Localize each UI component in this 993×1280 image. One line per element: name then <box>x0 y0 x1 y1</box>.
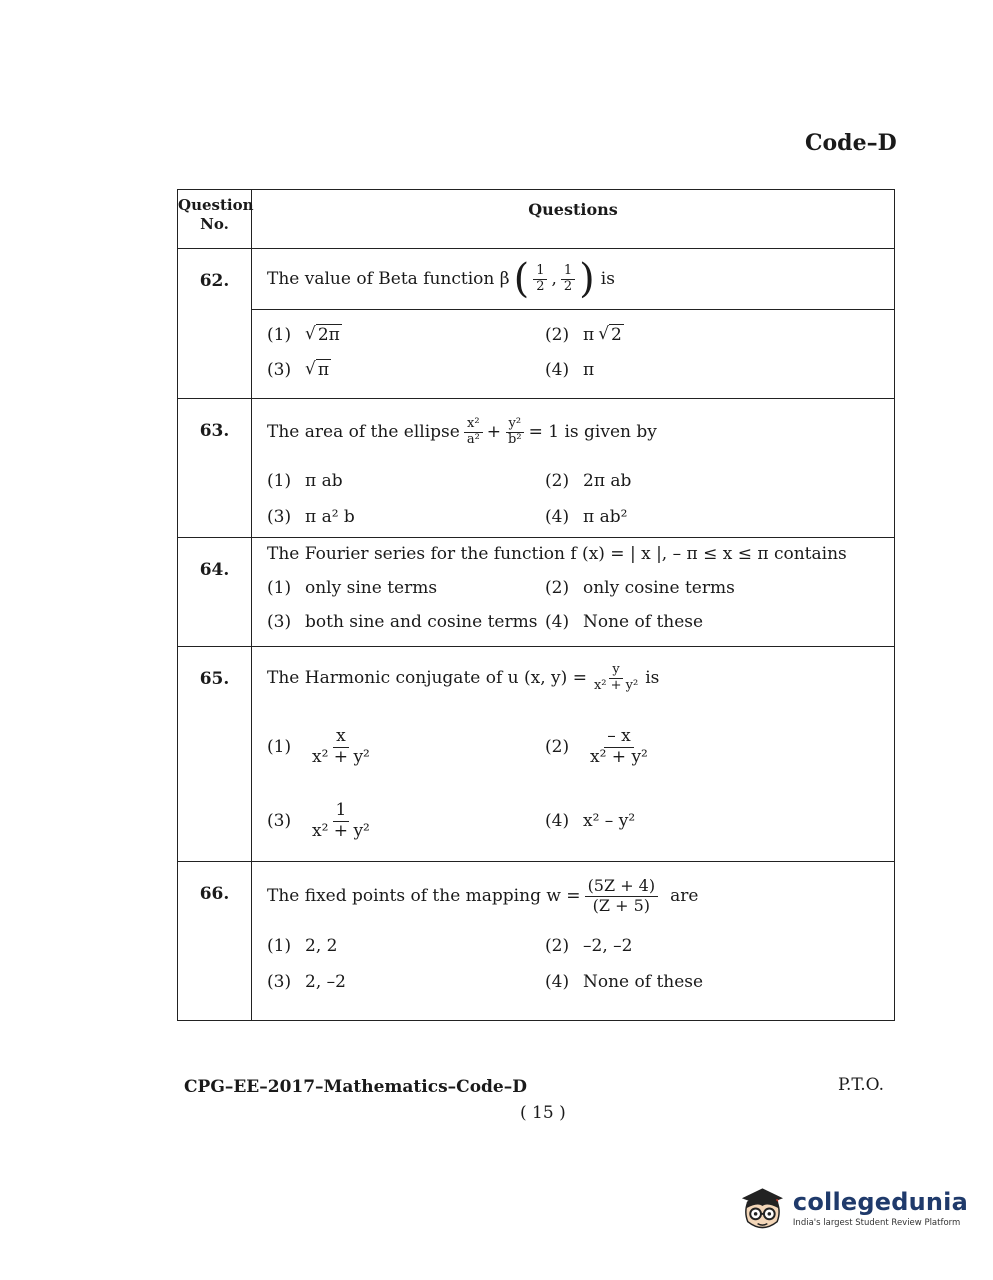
option-4: (4) x² – y² <box>545 811 636 832</box>
question-stem: The area of the ellipse $\frac{\text{x²}}{\text{a²}}$ + $\frac{\text{y²}}{\text{b²}}$ = 1 is given by <box>267 415 657 447</box>
stem-text: The fixed points of the mapping w = <box>267 886 581 907</box>
question-row-63 <box>178 399 895 538</box>
option-1: (1) $\frac{x}{\text{x² + y²}}$ <box>267 726 370 767</box>
question-number: 64. <box>178 538 252 647</box>
stem-text: The area of the ellipse <box>267 422 460 442</box>
option-1: (1) π ab <box>267 471 343 491</box>
footer-pto: P.T.O. <box>838 1075 884 1095</box>
option-1: (1) only sine terms <box>267 578 438 598</box>
page-number: ( 15 ) <box>520 1103 566 1123</box>
logo-tagline: India's largest Student Review Platform <box>792 1218 961 1228</box>
sqrt-icon: √ π <box>305 359 330 380</box>
student-mascot-icon <box>738 1182 787 1234</box>
option-2: (2) π √ 2 <box>545 324 622 345</box>
question-stem: The Fourier series for the function f (x) = | x |, – π ≤ x ≤ π contains <box>267 544 847 564</box>
stem-end: are <box>670 886 699 907</box>
option-1: (1) 2, 2 <box>267 936 338 957</box>
option-3: (3) π a² b <box>267 507 355 527</box>
stem-end: is <box>600 269 615 289</box>
option-3: (3) 2, –2 <box>267 972 346 993</box>
question-table <box>177 189 895 1021</box>
question-stem: The Harmonic conjugate of u (x, y) = $\frac{y}{\text{x² + y²}}$ is <box>267 661 660 693</box>
header-questions: Questions <box>252 190 895 249</box>
option-1: (1) √ 2π <box>267 324 340 345</box>
option-2: (2) only cosine terms <box>545 578 735 598</box>
option-4: (4) None of these <box>545 612 704 632</box>
question-number: 63. <box>178 399 252 538</box>
question-number: 66. <box>178 862 252 1021</box>
question-row-66 <box>178 862 895 1021</box>
sqrt-icon: √ 2π <box>305 324 340 345</box>
question-stem <box>252 249 894 310</box>
option-3: (3) both sine and cosine terms <box>267 612 538 632</box>
option-4: (4) None of these <box>545 972 704 993</box>
option-4: (4) π ab² <box>545 507 628 527</box>
option-2: (2) $\frac{- x}{\text{x² + y²}}$ <box>545 726 648 767</box>
question-number: 62. <box>178 249 252 399</box>
option-3: (3) √ π <box>267 359 330 380</box>
stem-end: is <box>645 668 660 688</box>
question-row-62 <box>178 249 895 399</box>
table-header <box>178 190 895 249</box>
stem-text: The value of Beta function β <box>267 269 510 289</box>
options <box>267 709 894 861</box>
option-2: (2) –2, –2 <box>545 936 633 957</box>
code-label: Code–D <box>805 130 897 156</box>
stem-end: = 1 is given by <box>528 422 657 442</box>
stem-text: The Harmonic conjugate of u (x, y) = <box>267 668 587 688</box>
options <box>267 465 894 537</box>
header-question-no: Question No. <box>178 190 252 249</box>
logo-name: collegedunia <box>792 1188 968 1216</box>
question-stem: The fixed points of the mapping w = $\frac{(5Z + 4)}{(Z + 5)}$ are <box>267 876 699 915</box>
beta-args: ( $\frac{1}{2}$ , $\frac{1}{2}$ ) <box>513 256 595 302</box>
collegedunia-logo <box>738 1178 968 1238</box>
sqrt-icon: √ 2 <box>598 324 622 345</box>
options <box>267 310 894 398</box>
option-4: (4) π <box>545 359 595 380</box>
option-3: (3) $\frac{1}{\text{x² + y²}}$ <box>267 800 370 841</box>
question-row-65 <box>178 647 895 862</box>
options <box>267 930 894 1020</box>
question-row-64 <box>178 538 895 647</box>
footer-code: CPG–EE–2017–Mathematics–Code–D <box>184 1077 527 1097</box>
options <box>267 570 894 646</box>
question-number: 65. <box>178 647 252 862</box>
option-2: (2) 2π ab <box>545 471 632 491</box>
